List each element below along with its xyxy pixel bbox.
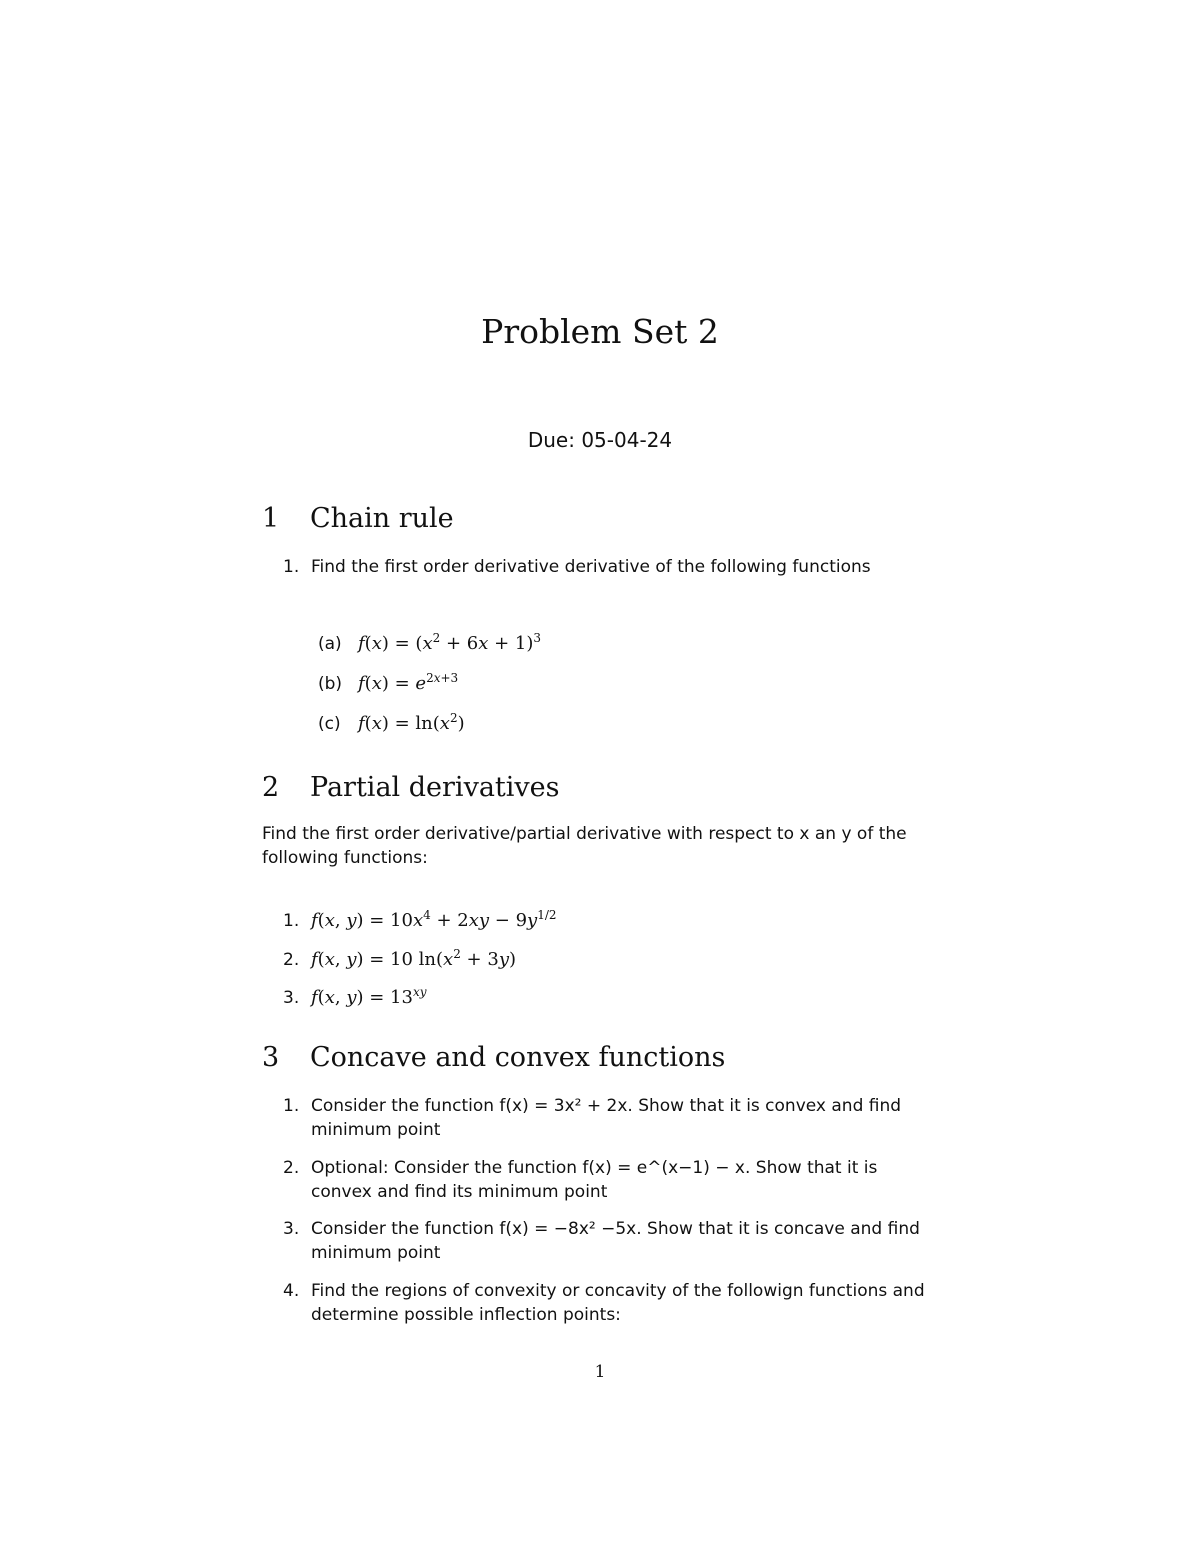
- item-text: Optional: Consider the function f(x) = e^(x−1) − x. Show that it is convex and find its minimum point: [311, 1158, 878, 1202]
- section-heading-partial-derivatives: [262, 772, 962, 808]
- item-text: Consider the function f(x) = 3x² + 2x. Show that it is convex and find minimum point: [311, 1096, 902, 1140]
- list-item: [283, 1094, 938, 1142]
- item-label: 3.: [283, 988, 300, 1008]
- item-label: 2.: [283, 950, 300, 970]
- item-label: 2.: [283, 1158, 300, 1178]
- subitem-c: (c) $f(x) = \ln(x^2)$: [318, 711, 465, 734]
- due-date: Due: 05-04-24: [527, 428, 673, 452]
- section-number: 3: [262, 1042, 280, 1073]
- page-number: 1: [594, 1362, 606, 1382]
- section-title: Concave and convex functions: [310, 1042, 726, 1073]
- list-item: 1. f(x, $y) = 10x^4 + 2xy - 9y^{1/2}$: [283, 908, 557, 931]
- section-number: 2: [262, 772, 280, 803]
- section-title: Chain rule: [310, 503, 454, 534]
- section-heading-concave-convex: [262, 1042, 962, 1078]
- item-text: Consider the function f(x) = −8x² −5x. Show that it is concave and find minimum point: [311, 1219, 920, 1263]
- section-number: 1: [262, 503, 280, 534]
- item-label: 1.: [283, 1096, 300, 1116]
- subitem-label: (b): [318, 674, 343, 694]
- item-label: 4.: [283, 1281, 300, 1301]
- section-heading-chain-rule: [262, 503, 962, 539]
- item-text: Find the first order derivative derivative of the following functions: [311, 557, 871, 577]
- item-label: 1.: [283, 557, 300, 577]
- subitem-label: (c): [318, 714, 341, 734]
- list-item: [283, 1279, 938, 1327]
- item-label: 1.: [283, 911, 300, 931]
- list-item: [283, 1217, 938, 1265]
- subitem-label: (a): [318, 634, 342, 654]
- list-item: 2. f(x, y) = 10 $\ln(x^2 + 3y)$: [283, 947, 517, 970]
- item-text: Find the regions of convexity or concavity of the followign functions and determine possible inflection points:: [311, 1281, 925, 1325]
- list-item: [283, 555, 871, 579]
- section-title: Partial derivatives: [310, 772, 560, 803]
- list-item: 3. f(x, $y) = 13^{xy}$: [283, 985, 427, 1008]
- document-title: Problem Set 2: [481, 312, 719, 351]
- item-label: 3.: [283, 1219, 300, 1239]
- subitem-b: (b) $f(x) = e^{2x+3}$: [318, 671, 459, 694]
- list-item: [283, 1156, 938, 1204]
- subitem-a: (a) $f(x) = (x^2 + 6x + 1)^3$: [318, 631, 542, 654]
- section-intro: Find the first order derivative/partial derivative with respect to x an y of the following functions:: [262, 824, 907, 868]
